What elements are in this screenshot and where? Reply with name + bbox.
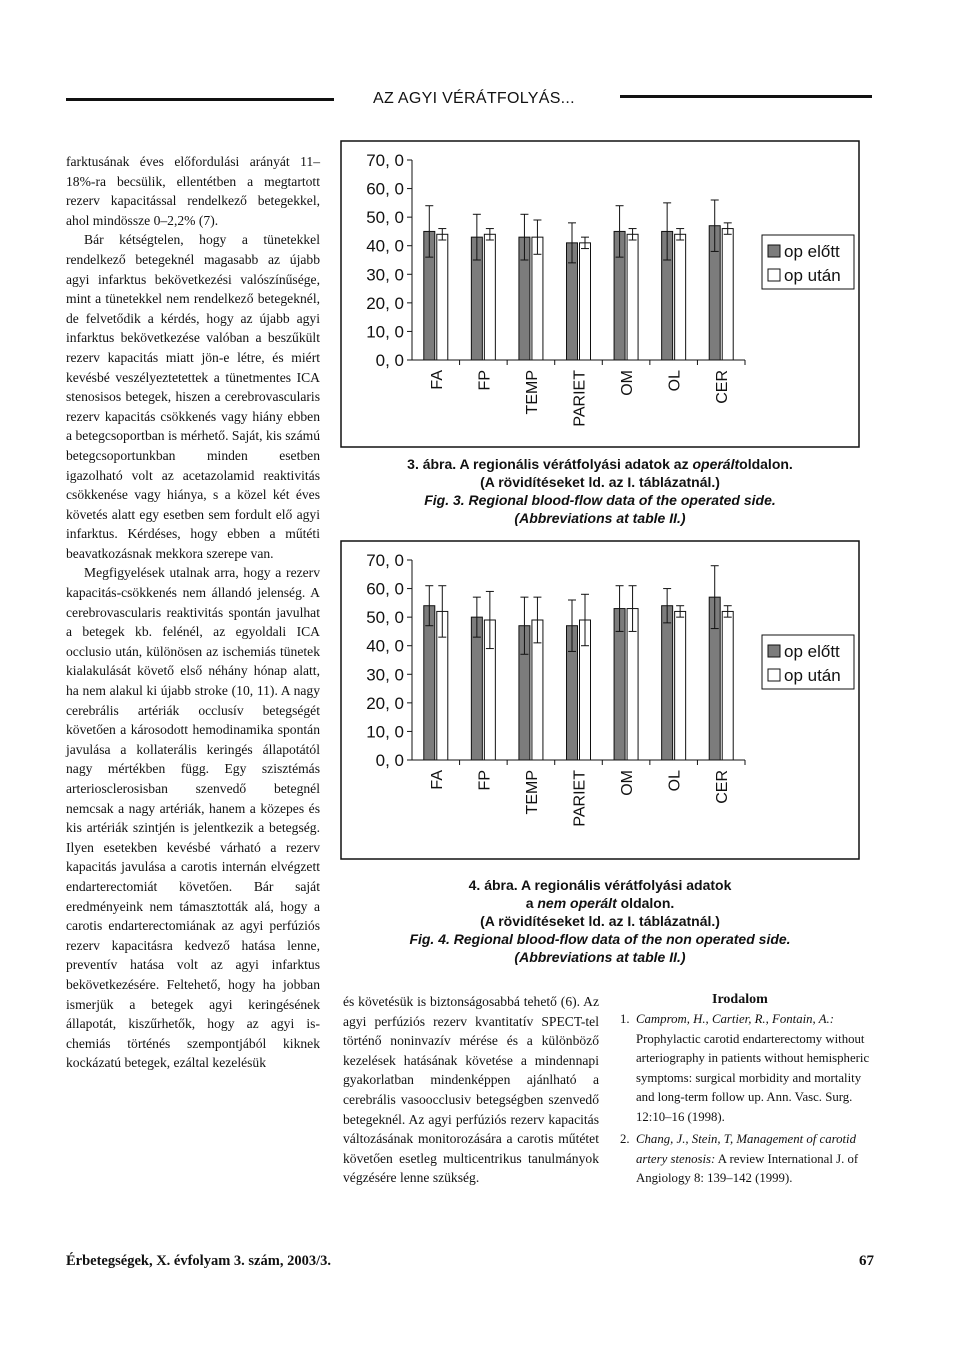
y-tick-label: 60, 0 <box>366 579 404 599</box>
figure-3-caption <box>340 455 860 527</box>
middle-column <box>343 992 599 1188</box>
y-tick-label: 20, 0 <box>366 693 404 713</box>
caption-line: a nem operált oldalon. <box>525 895 675 911</box>
reference-authors: Camprom, H., Cartier, R., Fontain, A.: <box>636 1012 835 1026</box>
reference-number: 2. <box>620 1132 630 1146</box>
legend-swatch <box>768 669 780 681</box>
bar <box>424 606 435 760</box>
bar <box>484 234 495 360</box>
reference-text: A review International J. of Angiology 8: 139–142 (1999). <box>636 1151 859 1185</box>
paragraph: farktusának éves előfordulási arányát 11–18%-ra becsülik, ellentétben a megtartott rezerv kapacitással rendelkező betegekkel, ahol mindössze 0–2,2% (7). <box>66 154 320 228</box>
reference-authors: Chang, J., Stein, T, Management of carotid artery stenosis: <box>636 1132 857 1166</box>
references-heading: Irodalom <box>712 992 768 1007</box>
y-tick-label: 60, 0 <box>366 179 404 199</box>
legend-swatch <box>768 269 780 281</box>
caption-line: (A rövidítéseket ld. az I. táblázatnál.) <box>480 913 720 929</box>
bar <box>627 234 638 360</box>
legend-label: op előtt <box>784 642 840 661</box>
legend-label: op után <box>784 266 841 285</box>
reference-item <box>620 1130 874 1189</box>
caption-line: (A rövidítéseket ld. az I. táblázatnál.) <box>480 474 720 490</box>
legend-label: op után <box>784 666 841 685</box>
left-column <box>66 152 320 1073</box>
y-tick-label: 0, 0 <box>375 351 404 370</box>
y-tick-label: 10, 0 <box>366 722 404 742</box>
bar <box>722 611 733 760</box>
figure-4-caption <box>340 876 860 966</box>
x-tick-label: PARIET <box>571 770 589 827</box>
x-tick-label: OL <box>666 370 684 392</box>
y-tick-label: 30, 0 <box>366 265 404 285</box>
bar-chart-non-operated-side <box>340 540 860 860</box>
x-tick-label: OM <box>619 770 637 796</box>
x-tick-label: OL <box>666 770 684 792</box>
paragraph: Megfigyelések utalnak arra, hogy a rezerv kapacitás-csökkenés nem állandó jelenség. A cerebrovascularis reaktivitás spontán javulhat a betegek kb. felénél, az egyoldali ICA occlusio után, különösen az ischemiás tünetek kialakulását követő első néhány hónap alatt, ha nem alakul ki újabb stroke (10, 11). A nagy cerebrális artériák occlusív betegségét követően a károsodott hemodinamika spontán javulása a kollaterális keringés állapotától nagy mértékben függ. Egy szisztémás arteriosclerosisban szenvedő betegnél nemcsak a nagy artériák, hanem a közepes és kis artériák szintjén is jelentkezik a betegség. Ilyen esetekben kevésbé várható a rezerv kapacitás javulása a carotis internán elvégzett endarterectomiát követően. Bár saját eredményeink nem támasztották alá, hogy a carotis endarterectomiának az agyi perfúziós rezerv kapacitásra kedvező hatása lenne, preventív hatása volt az agyi infarktus bekövetkezésére. Feltehető, hogy ha jobban ismerjük a betegek agyi keringésének állapotát, kiszűrhetők, hogy az agyi is-chemiás történés szempontjából kiknek kockázatú betegek, ezáltal kezelésük <box>66 565 320 1071</box>
x-tick-label: FP <box>476 770 494 791</box>
x-tick-label: FA <box>428 770 446 790</box>
y-tick-label: 50, 0 <box>366 608 404 628</box>
x-tick-label: PARIET <box>571 370 589 427</box>
y-tick-label: 70, 0 <box>366 151 404 170</box>
bar <box>471 617 482 760</box>
header-rule-left <box>66 98 334 101</box>
bar-chart-operated-side <box>340 140 860 448</box>
reference-text: Prophylactic carotid endarterectomy without arteriography in patients without hemispheric symptoms: surgical morbidity and mortality and long-term follow up. Ann. Vasc. Surg. 12:10–16 (1998). <box>636 1031 870 1124</box>
x-tick-label: FP <box>476 370 494 391</box>
legend-label: op előtt <box>784 242 840 261</box>
reference-item <box>620 1010 874 1127</box>
bar <box>722 229 733 360</box>
bar <box>580 243 591 360</box>
figure-4-chart <box>340 540 860 860</box>
figure-3-chart <box>340 140 860 448</box>
x-tick-label: CER <box>714 370 732 404</box>
y-tick-label: 30, 0 <box>366 665 404 685</box>
y-tick-label: 40, 0 <box>366 236 404 256</box>
bar <box>675 234 686 360</box>
y-tick-label: 50, 0 <box>366 208 404 228</box>
caption-line: (Abbreviations at table II.) <box>514 510 686 526</box>
x-tick-label: OM <box>619 370 637 396</box>
chart-frame <box>341 541 859 859</box>
legend-swatch <box>768 645 780 657</box>
running-header: AZ AGYI VÉRÁTFOLYÁS... <box>373 90 575 107</box>
paragraph: és követésük is biztonságosabbá tehető (6). Az agyi perfúziós rezerv kvantitatív SPECT-tel történő noninvazív mérése és a különböző kezelések hatásának követése a mindennapi gyakorlatban mindenképpen ajánlható a cerebrális vasoocclusiv betegségben szenvedő betegeknél. Az agyi perfúziós rezerv kapacitás változásának monitorozására a carotis műtétet követően esetleg multicentrikus tanulmányok végzésére lenne szükség. <box>343 994 599 1186</box>
y-tick-label: 20, 0 <box>366 293 404 313</box>
bar <box>437 234 448 360</box>
bar <box>532 237 543 360</box>
x-tick-label: CER <box>714 770 732 804</box>
chart-frame <box>341 141 859 447</box>
y-tick-label: 10, 0 <box>366 322 404 342</box>
references-list <box>620 1010 874 1192</box>
x-tick-label: FA <box>428 370 446 390</box>
x-tick-label: TEMP <box>523 770 541 815</box>
y-tick-label: 70, 0 <box>366 551 404 570</box>
caption-line: Fig. 3. Regional blood-flow data of the operated side. <box>424 492 776 508</box>
caption-line: Fig. 4. Regional blood-flow data of the non operated side. <box>409 931 791 947</box>
page-number: 67 <box>859 1253 874 1269</box>
bar <box>675 611 686 760</box>
bar <box>662 606 673 760</box>
y-tick-label: 40, 0 <box>366 636 404 656</box>
caption-line: 3. ábra. A regionális vérátfolyási adatok az operáltoldalon. <box>407 456 793 472</box>
legend-swatch <box>768 245 780 257</box>
paragraph: Bár kétségtelen, hogy a tünetekkel rendelkező betegeknél magasabb az újabb agyi infarktus bekövetkezési valószínűsége, mint a tünetekkel nem rendelkező betegeknél, de felvetődik a kérdés, hogy az újabb agyi infarktus bekövetkezése valóban a beszűkült rezerv kapacitás miatt jön-e létre, és miért kevésbé veszélyeztetettek a tünetmentes ICA stenosisos betegek, hiszen a cerebrovascularis rezerv kapacitás csökkenés vagy hiány ebben a betegcsoportban is mérhető. Saját, kis számú betegcsoportunkban minden esetben igazolható volt az acetazolamid reaktivitás csökkenése vagy hiánya, s a közel két éves követés alatt egy esetben sem fordult elő agyi infarktus. Kérdéses, hogy ebben a műtéti beavatkozásnak mekkora szerepe van. <box>66 232 320 561</box>
header-rule-right <box>620 95 872 98</box>
x-tick-label: TEMP <box>523 370 541 415</box>
journal-footer: Érbetegségek, X. évfolyam 3. szám, 2003/3. <box>66 1253 331 1269</box>
caption-line: 4. ábra. A regionális vérátfolyási adatok <box>468 877 732 893</box>
y-tick-label: 0, 0 <box>375 751 404 770</box>
caption-line: (Abbreviations at table II.) <box>514 949 686 965</box>
reference-number: 1. <box>620 1012 630 1026</box>
